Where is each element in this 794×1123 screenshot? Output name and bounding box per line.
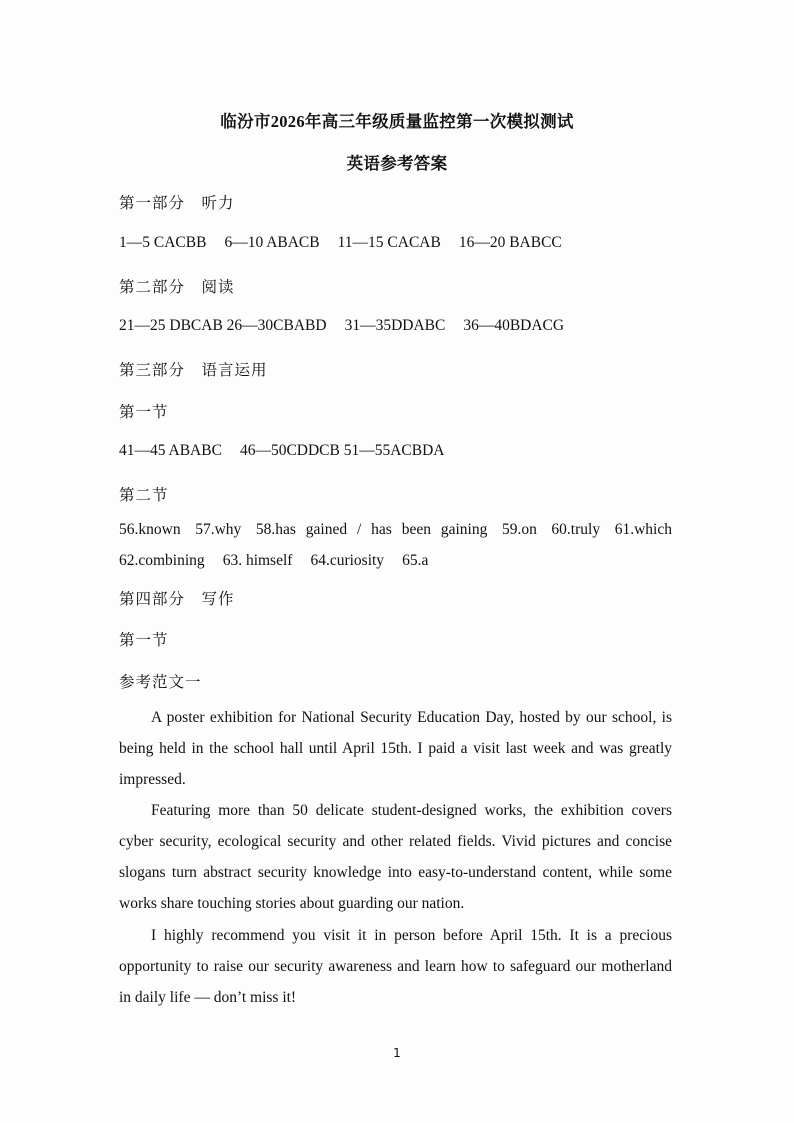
answer-group: 6—10 ABACB bbox=[224, 234, 320, 251]
part3-section2-heading: 第二节 bbox=[119, 487, 169, 504]
answer-group: 36—40BDACG bbox=[463, 317, 565, 334]
page-number: 1 bbox=[393, 1046, 401, 1060]
answer-group: 1—5 CACBB bbox=[119, 234, 207, 251]
answer-item: 62.combining bbox=[119, 552, 205, 569]
answer-group: 41—45 ABABC bbox=[119, 442, 222, 459]
answer-item: 58.has gained / has been gaining bbox=[255, 521, 488, 538]
answer-item: 57.why bbox=[195, 521, 242, 538]
part3-section2-row1 bbox=[119, 521, 672, 539]
part2-heading: 第二部分 阅读 bbox=[119, 279, 235, 296]
answer-group: 16—20 BABCC bbox=[458, 234, 562, 251]
answer-group: 46—50CDDCB 51—55ACBDA bbox=[239, 442, 445, 459]
sample-essay-heading: 参考范文一 bbox=[119, 674, 202, 691]
part1-heading: 第一部分 听力 bbox=[119, 195, 235, 212]
part3-heading: 第三部分 语言运用 bbox=[119, 362, 268, 379]
answer-item: 56.known bbox=[119, 521, 181, 538]
answer-item: 60.truly bbox=[551, 521, 601, 538]
answer-item: 61.which bbox=[614, 521, 672, 538]
answer-item: 64.curiosity bbox=[310, 552, 385, 569]
part3-section2-row2 bbox=[119, 552, 672, 570]
answer-group: 31—35DDABC bbox=[344, 317, 446, 334]
answer-item: 63. himself bbox=[222, 552, 293, 569]
answer-group: 21—25 DBCAB 26—30CBABD bbox=[119, 317, 327, 334]
answer-group: 11—15 CACAB bbox=[337, 234, 441, 251]
document-title: 临汾市2026年高三年级质量监控第一次模拟测试 bbox=[220, 112, 574, 131]
answer-item: 59.on bbox=[501, 521, 537, 538]
part4-heading: 第四部分 写作 bbox=[119, 591, 235, 608]
essay-paragraph-3: I highly recommend you visit it in person before April 15th. It is a precious opportunity to raise our security awareness and learn how to safeguard our motherland in daily life — don’t miss it! bbox=[119, 927, 672, 1006]
essay-paragraph-2: Featuring more than 50 delicate student-designed works, the exhibition covers cyber security, ecological security and other related fields. Vivid pictures and concise slogans turn abstract security knowledge into easy-to-understand content, while some works share touching stories about guarding our nation. bbox=[119, 802, 672, 912]
part2-answers bbox=[119, 317, 672, 335]
essay-paragraph-1: A poster exhibition for National Security Education Day, hosted by our school, is being held in the school hall until April 15th. I paid a visit last week and was greatly impressed. bbox=[119, 709, 672, 788]
part4-section1-heading: 第一节 bbox=[119, 632, 169, 649]
part3-section1-answers bbox=[119, 442, 672, 460]
part3-section1-heading: 第一节 bbox=[119, 404, 169, 421]
document-subtitle: 英语参考答案 bbox=[346, 154, 448, 173]
answer-item: 65.a bbox=[402, 552, 429, 569]
part1-answers bbox=[119, 234, 672, 252]
